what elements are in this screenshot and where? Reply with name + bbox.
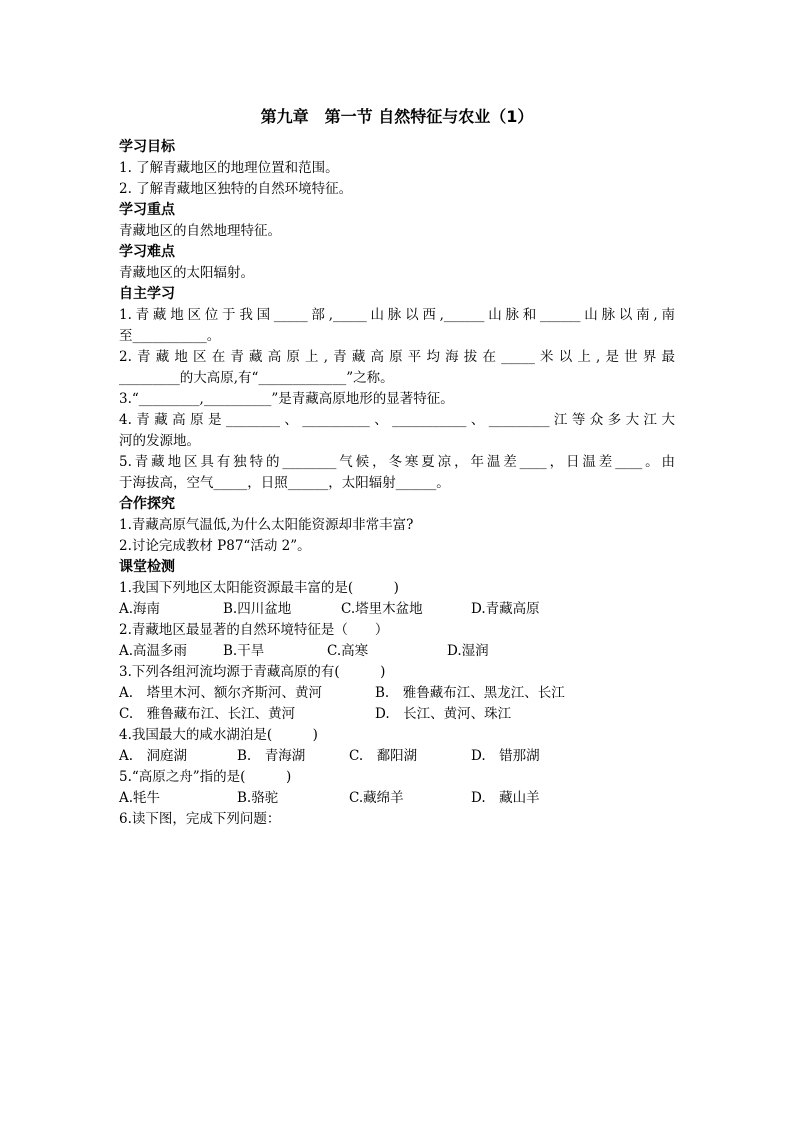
option: A.牦牛 [119, 790, 161, 806]
cooperation-item: 1.青藏高原气温低,为什么太阳能资源却非常丰富? [119, 517, 414, 533]
question-options [119, 746, 675, 767]
self-study-line: 2.青藏地区在青藏高原上,青藏高原平均海拔在_____米以上,是世界最 [119, 349, 675, 365]
self-study-line: _________的大高原,有“_____________”之称。 [119, 370, 394, 386]
heading-self-study: 自主学习 [119, 286, 175, 302]
option: B. 雅鲁藏布江、黑龙江、长江 [375, 685, 565, 701]
question-options [119, 704, 675, 725]
option: C.藏绵羊 [349, 790, 404, 806]
option: A. 洞庭湖 [119, 748, 188, 764]
question-stem: 6.读下图，完成下列问题： [119, 811, 281, 827]
option: B. 青海湖 [237, 748, 306, 764]
self-study-line: 5.青藏地区具有独特的________气候，冬寒夏凉，年温差____，日温差____。由 [119, 454, 675, 470]
option: D.青藏高原 [471, 601, 540, 617]
focus-text: 青藏地区的自然地理特征。 [119, 223, 281, 239]
goal-item: 1. 了解青藏地区的地理位置和范围。 [119, 160, 339, 176]
self-study-line: 1.青藏地区位于我国_____部,_____山脉以西,______山脉和______山脉以南,南 [119, 307, 675, 323]
self-study-line: 至___________。 [119, 328, 221, 344]
option: A. 塔里木河、额尔齐斯河、黄河 [119, 685, 323, 701]
option: A.高温多雨 [119, 643, 188, 659]
option: B.干旱 [223, 643, 265, 659]
option: D. 长江、黄河、珠江 [375, 706, 512, 722]
question-stem: 3.下列各组河流均源于青藏高原的有( ) [119, 664, 386, 680]
option: C.塔里木盆地 [341, 601, 423, 617]
heading-focus: 学习重点 [119, 202, 175, 218]
worksheet-body [119, 137, 675, 830]
option: D. 错那湖 [471, 748, 540, 764]
question-options [119, 683, 675, 704]
option: B.骆驼 [237, 790, 279, 806]
option: C. 雅鲁藏布江、长江、黄河 [119, 706, 296, 722]
self-study-line: 3.“_________,__________”是青藏高原地形的显著特征。 [119, 391, 454, 407]
heading-difficulty: 学习难点 [119, 244, 175, 260]
question-stem: 2.青藏地区最显著的自然环境特征是（ ） [119, 622, 389, 638]
cooperation-item: 2.讨论完成教材 P87“活动 2”。 [119, 538, 311, 554]
heading-goals: 学习目标 [119, 139, 175, 155]
page-title: 第九章 第一节 自然特征与农业（1） [260, 107, 534, 126]
option: D.湿润 [447, 643, 489, 659]
self-study-line: 河的发源地。 [119, 433, 200, 449]
self-study-line: 4.青藏高原是________、__________、___________、_________江等众多大江大 [119, 412, 675, 428]
self-study-line: 于海拔高，空气_____，日照______，太阳辐射______。 [119, 475, 450, 491]
heading-test: 课堂检测 [119, 559, 175, 575]
option: C. 鄱阳湖 [349, 748, 418, 764]
question-stem: 4.我国最大的咸水湖泊是( ) [119, 727, 318, 743]
question-options [119, 788, 675, 809]
question-options [119, 641, 675, 662]
difficulty-text: 青藏地区的太阳辐射。 [119, 265, 254, 281]
option: C.高寒 [327, 643, 369, 659]
heading-cooperation: 合作探究 [119, 496, 175, 512]
question-options [119, 599, 675, 620]
goal-item: 2. 了解青藏地区独特的自然环境特征。 [119, 181, 353, 197]
option: B.四川盆地 [223, 601, 292, 617]
question-stem: 1.我国下列地区太阳能资源最丰富的是( ) [119, 580, 399, 596]
option: A.海南 [119, 601, 161, 617]
option: D. 藏山羊 [471, 790, 540, 806]
question-stem: 5.“高原之舟”指的是( ) [119, 769, 292, 785]
